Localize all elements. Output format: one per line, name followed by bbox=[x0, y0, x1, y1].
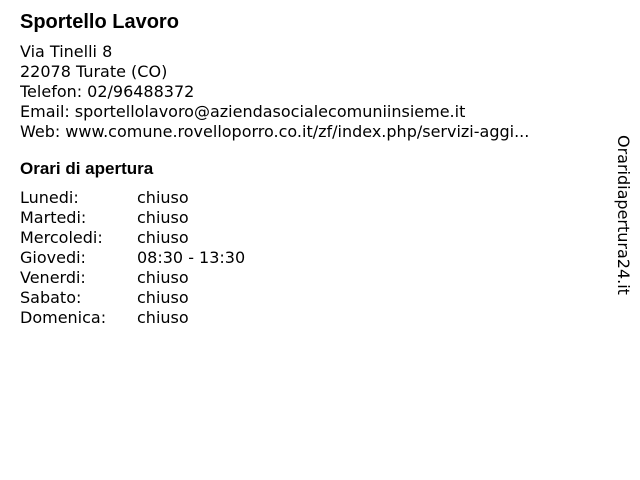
day-label: Giovedi: bbox=[20, 248, 86, 267]
hours-row-thursday bbox=[20, 248, 600, 268]
address-city: 22078 Turate (CO) bbox=[20, 62, 168, 81]
phone-line bbox=[20, 82, 600, 102]
address-street: Via Tinelli 8 bbox=[20, 42, 113, 61]
email-link[interactable]: sportellolavoro@aziendasocialecomuniinsieme.it bbox=[74, 102, 466, 121]
day-hours: chiuso bbox=[137, 228, 189, 247]
day-label: Lunedi: bbox=[20, 188, 79, 207]
hours-row-friday bbox=[20, 268, 600, 288]
business-name: Sportello Lavoro bbox=[20, 11, 179, 33]
day-hours: chiuso bbox=[137, 208, 189, 227]
day-label: Domenica: bbox=[20, 308, 107, 327]
day-hours: 08:30 - 13:30 bbox=[137, 248, 246, 267]
web-link[interactable]: www.comune.rovelloporro.co.it/zf/index.php/servizi-aggi... bbox=[65, 122, 530, 141]
web-line bbox=[20, 122, 600, 142]
day-label: Sabato: bbox=[20, 288, 82, 307]
email-line bbox=[20, 102, 600, 122]
day-hours: chiuso bbox=[137, 288, 189, 307]
day-hours: chiuso bbox=[137, 308, 189, 327]
opening-hours-heading: Orari di apertura bbox=[20, 159, 154, 178]
phone-link[interactable]: 02/96488372 bbox=[87, 82, 195, 101]
day-hours: chiuso bbox=[137, 268, 189, 287]
day-label: Martedi: bbox=[20, 208, 87, 227]
email-label: Email: bbox=[20, 102, 70, 121]
brand-site-name: Oraridiapertura24.it bbox=[614, 135, 633, 295]
opening-hours-list bbox=[20, 188, 600, 328]
hours-row-monday bbox=[20, 188, 600, 208]
day-hours: chiuso bbox=[137, 188, 189, 207]
web-label: Web: bbox=[20, 122, 61, 141]
hours-row-tuesday bbox=[20, 208, 600, 228]
hours-row-sunday bbox=[20, 308, 600, 328]
hours-row-wednesday bbox=[20, 228, 600, 248]
day-label: Mercoledi: bbox=[20, 228, 103, 247]
phone-label: Telefon: bbox=[20, 82, 83, 101]
business-card bbox=[20, 10, 600, 328]
day-label: Venerdi: bbox=[20, 268, 86, 287]
hours-row-saturday bbox=[20, 288, 600, 308]
